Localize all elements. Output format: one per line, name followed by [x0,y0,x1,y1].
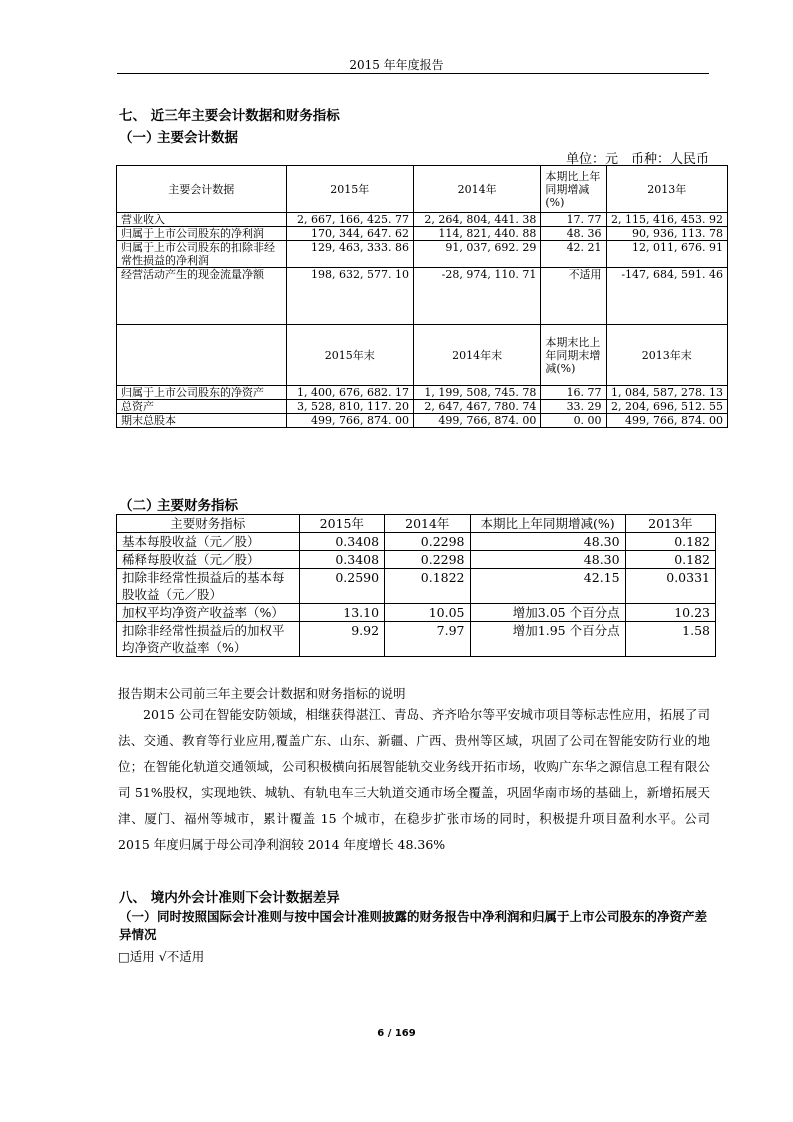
report-header-title: 2015 年年度报告 [349,58,444,72]
table-cell: 33. 29 [541,400,606,414]
table-cell: 0.2298 [385,533,470,551]
table-cell: -147, 684, 591. 46 [606,268,727,325]
table-cell: 归属于上市公司股东的扣除非经常性损益的净利润 [117,241,287,268]
table-cell: 198, 632, 577. 10 [286,268,413,325]
table-header-cell: 2014年末 [413,325,540,386]
table-cell: 1, 084, 587, 278. 13 [606,386,727,400]
table-cell: 12, 011, 676. 91 [606,241,727,268]
table-cell: 2, 264, 804, 441. 38 [413,213,540,227]
table-cell: 499, 766, 874. 00 [606,414,727,428]
table-cell: 1, 400, 676, 682. 17 [286,386,413,400]
table-cell: 稀释每股收益（元／股） [117,551,300,569]
table-row [117,227,728,241]
table-header-row [117,325,728,386]
table-cell: 0.182 [625,533,715,551]
table-cell: 归属于上市公司股东的净资产 [117,386,287,400]
section-7-title: 七、 近三年主要会计数据和财务指标 [119,108,340,124]
table-header-cell: 本期末比上年同期末增减(%) [541,325,606,386]
table-cell: 增加1.95 个百分点 [470,622,625,657]
table-row [117,622,716,657]
table-cell: 加权平均净资产收益率（%） [117,604,300,622]
table-cell: 129, 463, 333. 86 [286,241,413,268]
table-cell: 基本每股收益（元／股） [117,533,300,551]
table-cell: 增加3.05 个百分点 [470,604,625,622]
table-header-cell [117,325,287,386]
table-cell: 10.05 [385,604,470,622]
table-row [117,241,728,268]
table-cell: 17. 77 [541,213,606,227]
table-header-cell: 2015年 [299,515,384,533]
table-cell: 499, 766, 874. 00 [413,414,540,428]
section-7-1-title: 主要会计数据 [157,130,238,146]
table-cell: 13.10 [299,604,384,622]
section-8-1-title: 同时按照国际会计准则与按中国会计准则披露的财务报告中净利润和归属于上市公司股东的净资产差异情况 [119,909,708,942]
table-cell: 归属于上市公司股东的净利润 [117,227,287,241]
table-row [117,400,728,414]
table-cell: 营业收入 [117,213,287,227]
table-cell: 10.23 [625,604,715,622]
table-cell: 42.15 [470,569,625,604]
table-cell: 114, 821, 440. 88 [413,227,540,241]
section-8-1-number: （一） [119,909,157,924]
table-header-cell: 2014年 [413,166,540,213]
table-cell: 3, 528, 810, 117. 20 [286,400,413,414]
table-cell: 0. 00 [541,414,606,428]
table-cell: 0.2298 [385,551,470,569]
section-7-2-title: 主要财务指标 [157,498,238,514]
table-cell: 91, 037, 692. 29 [413,241,540,268]
financial-indicators-table [116,514,716,657]
table-header-cell: 本期比上年同期增减(%) [541,166,606,213]
table-cell: 不适用 [541,268,606,325]
table-header-cell: 2015年末 [286,325,413,386]
table-cell: 0.1822 [385,569,470,604]
table-header-cell: 2014年 [385,515,470,533]
table-cell: 总资产 [117,400,287,414]
table-cell: 2, 667, 166, 425. 77 [286,213,413,227]
table-cell: 1.58 [625,622,715,657]
table-cell: 48.30 [470,551,625,569]
section-8-1-heading [119,908,711,944]
table-row [117,604,716,622]
table-cell: 0.3408 [299,533,384,551]
table-header-cell: 主要财务指标 [117,515,300,533]
note-body: 2015 公司在智能安防领域，相继获得湛江、青岛、齐齐哈尔等平安城市项目等标志性应用，拓展了司法、交通、教育等行业应用,覆盖广东、山东、新疆、广西、贵州等区域，巩固了公司在智能安防行业的地位；在智能化轨道交通领域，公司积极横向拓展智能轨交业务线开拓市场，收购广东华之源信息工程有限公司 51%股权，实现地铁、城轨、有轨电车三大轨道交通市场全覆盖，巩固华南市场的基础上，新增拓展天津、厦门、福州等城市，累计覆盖 15 个城市，在稳步扩张市场的同时，积极提升项目盈利水平。公司 2015 年度归属于母公司净利润较 2014 年度增长 48.36% [118,707,710,852]
table-header-row [117,515,716,533]
table-header-cell: 2013年 [625,515,715,533]
section-7-1-number: （一） [119,130,160,146]
table-cell: 499, 766, 874. 00 [286,414,413,428]
table-row [117,386,728,400]
table-row [117,569,716,604]
table-header-cell: 本期比上年同期增减(%) [470,515,625,533]
table-row [117,268,728,325]
note-title: 报告期末公司前三年主要会计数据和财务指标的说明 [118,686,406,701]
currency-unit: 单位：元 币种：人民币 [565,152,709,167]
table-row [117,414,728,428]
table-header-cell: 主要会计数据 [117,166,287,213]
table-cell: 7.97 [385,622,470,657]
section-7-1-heading [119,126,238,146]
table-cell: 48.30 [470,533,625,551]
table-cell: 0.182 [625,551,715,569]
table-header-row [117,166,728,213]
table-cell: 42. 21 [541,241,606,268]
table-cell: 经营活动产生的现金流量净额 [117,268,287,325]
section-7-2-heading [119,494,238,514]
table-cell: 0.2590 [299,569,384,604]
table-header-cell: 2013年末 [606,325,727,386]
table-cell: 扣除非经常性损益后的基本每股收益（元／股） [117,569,300,604]
table-header-cell: 2013年 [606,166,727,213]
page-number: 6 / 169 [377,1028,416,1039]
section-7-2-number: （二） [119,498,160,514]
table-cell: 扣除非经常性损益后的加权平均净资产收益率（%） [117,622,300,657]
accounting-data-table [116,165,728,428]
header-divider [117,73,709,74]
table-row [117,213,728,227]
table-cell: 2, 115, 416, 453. 92 [606,213,727,227]
table-cell: 9.92 [299,622,384,657]
table-cell: 0.3408 [299,551,384,569]
table-row [117,551,716,569]
section-8-title: 八、 境内外会计准则下会计数据差异 [119,890,340,906]
table-cell: 170, 344, 647. 62 [286,227,413,241]
table-cell: -28, 974, 110. 71 [413,268,540,325]
table-cell: 期末总股本 [117,414,287,428]
table-cell: 48. 36 [541,227,606,241]
note-paragraph [118,702,710,858]
table-cell: 0.0331 [625,569,715,604]
table-cell: 2, 647, 467, 780. 74 [413,400,540,414]
table-cell: 2, 204, 696, 512. 55 [606,400,727,414]
table-cell: 1, 199, 508, 745. 78 [413,386,540,400]
table-row [117,533,716,551]
table-cell: 16. 77 [541,386,606,400]
applicability-options: □适用 √不适用 [118,949,205,964]
table-cell: 90, 936, 113. 78 [606,227,727,241]
table-header-cell: 2015年 [286,166,413,213]
